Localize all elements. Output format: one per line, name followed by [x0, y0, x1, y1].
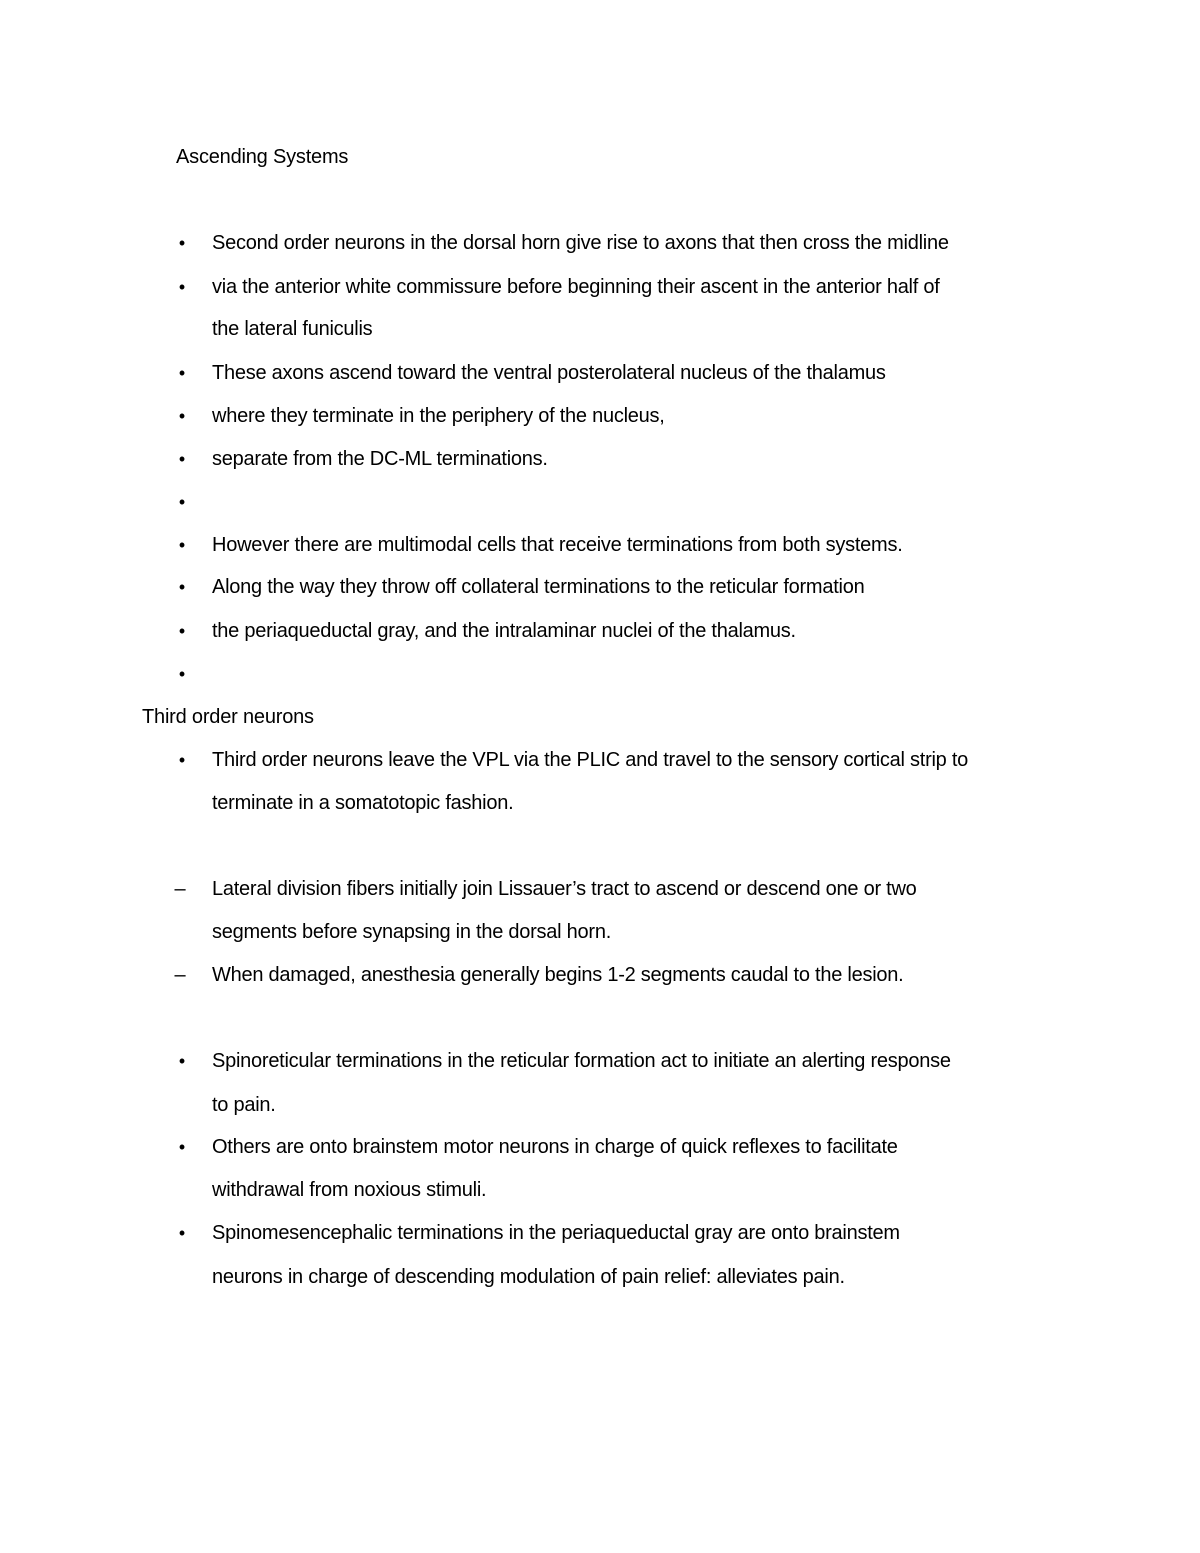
bullet-marker: • [178, 277, 186, 297]
sub-list-item [0, 960, 1200, 990]
list-item-text: Spinomesencephalic terminations in the periaqueductal gray are onto brainstem [212, 1222, 900, 1244]
list-item-continuation [0, 788, 1200, 818]
list-item [0, 228, 1200, 258]
list-item [0, 401, 1200, 431]
document-title: Ascending Systems [176, 146, 349, 168]
list-item-text: where they terminate in the periphery of the nucleus, [212, 405, 665, 427]
sub-list-item-continuation [0, 917, 1200, 947]
list-item-text: the lateral funiculis [212, 318, 373, 340]
bullet-marker: • [178, 406, 186, 426]
list-item-text: segments before synapsing in the dorsal horn. [212, 921, 611, 943]
bullet-marker: • [178, 233, 186, 253]
dash-marker: – [174, 878, 186, 900]
bullet-marker: • [178, 1223, 186, 1243]
list-item [0, 272, 1200, 302]
list-item-continuation [0, 314, 1200, 344]
list-item-text: to pain. [212, 1094, 276, 1116]
list-item-text: Lateral division fibers initially join Lissauer’s tract to ascend or descend one or two [212, 878, 917, 900]
sub-list-item [0, 874, 1200, 904]
bullet-marker: • [178, 1051, 186, 1071]
list-item-continuation [0, 1175, 1200, 1205]
list-item-text: the periaqueductal gray, and the intralaminar nuclei of the thalamus. [212, 620, 796, 642]
list-item [0, 1132, 1200, 1162]
list-item [0, 444, 1200, 474]
list-item [0, 616, 1200, 646]
list-item-text: terminate in a somatotopic fashion. [212, 792, 514, 814]
list-item-text: withdrawal from noxious stimuli. [212, 1179, 487, 1201]
list-item-text: Others are onto brainstem motor neurons in charge of quick reflexes to facilitate [212, 1136, 898, 1158]
bullet-marker: • [178, 577, 186, 597]
bullet-marker: • [178, 363, 186, 383]
list-item-text: Third order neurons leave the VPL via the PLIC and travel to the sensory cortical strip to [212, 749, 969, 771]
bullet-marker: • [178, 449, 186, 469]
bullet-marker: • [178, 492, 186, 512]
section-heading: Third order neurons [142, 706, 314, 728]
list-item [0, 572, 1200, 602]
list-item-empty [0, 487, 1200, 517]
list-item [0, 1046, 1200, 1076]
bullet-marker: • [178, 621, 186, 641]
list-item-continuation [0, 1090, 1200, 1120]
bullet-marker: • [178, 535, 186, 555]
bullet-marker: • [178, 1137, 186, 1157]
list-item-continuation [0, 1262, 1200, 1292]
bullet-marker: • [178, 664, 186, 684]
list-item-text: These axons ascend toward the ventral posterolateral nucleus of the thalamus [212, 362, 886, 384]
list-item-text: separate from the DC-ML terminations. [212, 448, 548, 470]
list-item-text: neurons in charge of descending modulation of pain relief: alleviates pain. [212, 1266, 845, 1288]
list-item [0, 1218, 1200, 1248]
list-item [0, 358, 1200, 388]
list-item-text: Spinoreticular terminations in the reticular formation act to initiate an alerting response [212, 1050, 951, 1072]
list-item [0, 530, 1200, 560]
list-item-text: However there are multimodal cells that receive terminations from both systems. [212, 534, 903, 556]
list-item-empty [0, 659, 1200, 689]
list-item-text: When damaged, anesthesia generally begins 1-2 segments caudal to the lesion. [212, 964, 904, 986]
list-item-text: Second order neurons in the dorsal horn give rise to axons that then cross the midline [212, 232, 949, 254]
bullet-marker: • [178, 750, 186, 770]
list-item-text: Along the way they throw off collateral terminations to the reticular formation [212, 576, 865, 598]
list-item-text: via the anterior white commissure before beginning their ascent in the anterior half of [212, 276, 940, 298]
list-item [0, 745, 1200, 775]
dash-marker: – [174, 964, 186, 986]
